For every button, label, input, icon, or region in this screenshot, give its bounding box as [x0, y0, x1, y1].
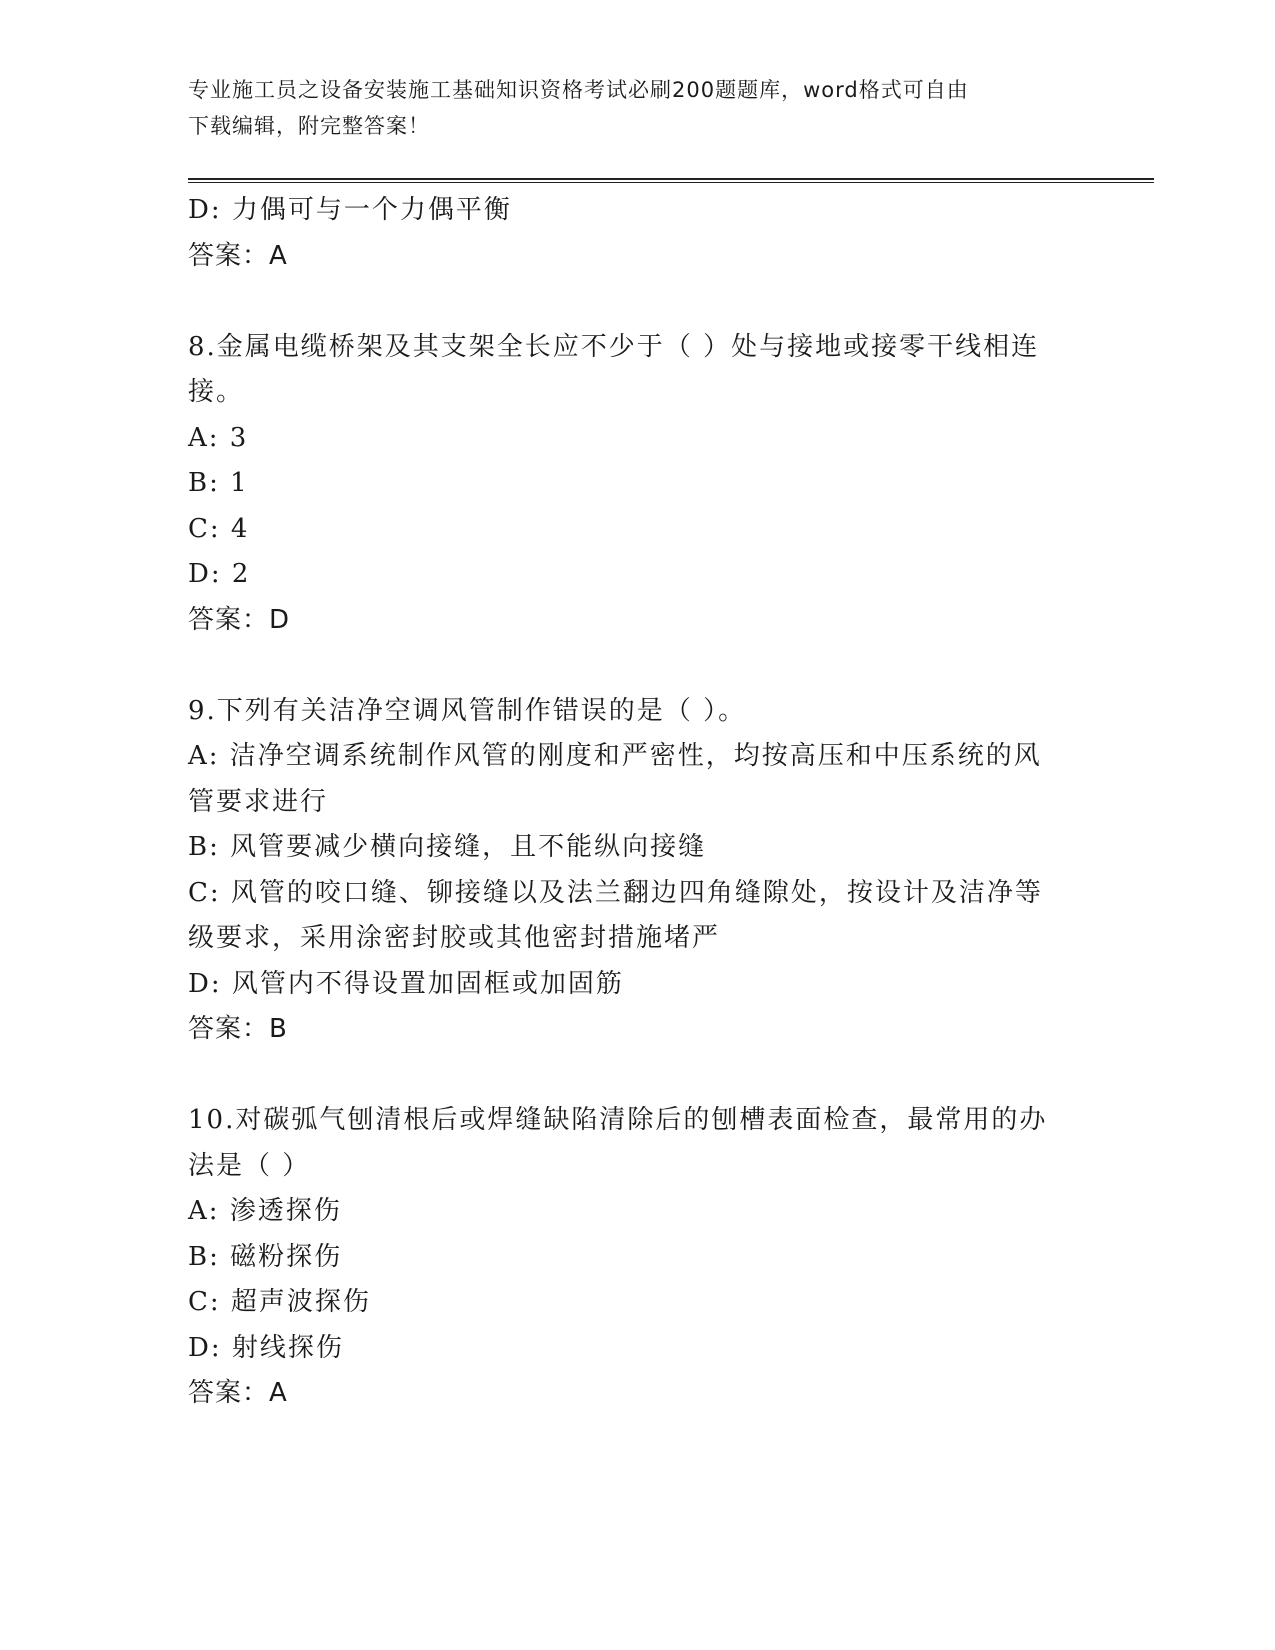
option-a: A: 3	[188, 422, 249, 453]
question-8	[188, 325, 1088, 644]
header-divider	[188, 178, 1154, 183]
option-d: D: 射线探伤	[188, 1332, 344, 1363]
option-a: A: 渗透探伤	[188, 1196, 342, 1226]
option-b: B: 1	[188, 468, 249, 498]
option-c: C: 4	[188, 513, 250, 544]
page-header	[188, 72, 1088, 144]
question-10	[188, 1098, 1088, 1417]
document-body	[188, 188, 1088, 1417]
option-c: C: 超声波探伤	[188, 1287, 371, 1317]
header-title-line-2: 下载编辑，附完整答案！	[188, 114, 430, 138]
answer: 答案：A	[188, 1378, 288, 1408]
answer: 答案：A	[188, 240, 288, 271]
question-stem-continued: 法是（ ）	[188, 1150, 311, 1181]
answer: 答案：B	[188, 1014, 288, 1044]
option-a-continued: 管要求进行	[188, 786, 329, 817]
option-d: D: 2	[188, 559, 251, 589]
spacer	[188, 279, 1088, 325]
question-stem: 9.下列有关洁净空调风管制作错误的是（ ）。	[188, 695, 747, 726]
option-d: D: 风管内不得设置加固框或加固筋	[188, 968, 624, 999]
spacer	[188, 643, 1088, 689]
option-b: B: 风管要减少横向接缝，且不能纵向接缝	[188, 832, 707, 862]
question-7-tail	[188, 188, 1088, 279]
option-d: D: 力偶可与一个力偶平衡	[188, 195, 512, 225]
question-stem: 10.对碳弧气刨清根后或焊缝缺陷清除后的刨槽表面检查，最常用的办	[188, 1105, 1048, 1135]
option-a: A: 洁净空调系统制作风管的刚度和严密性，均按高压和中压系统的风	[188, 741, 1042, 771]
question-stem: 8.金属电缆桥架及其支架全长应不少于（ ）处与接地或接零干线相连	[188, 331, 1040, 362]
option-c: C: 风管的咬口缝、铆接缝以及法兰翻边四角缝隙处，按设计及洁净等	[188, 877, 1043, 908]
question-9	[188, 689, 1088, 1053]
header-title-line-1: 专业施工员之设备安装施工基础知识资格考试必刷200题题库，word格式可自由	[188, 78, 969, 102]
question-stem-continued: 接。	[188, 377, 245, 407]
option-b: B: 磁粉探伤	[188, 1241, 343, 1272]
answer: 答案：D	[188, 604, 291, 635]
option-c-continued: 级要求，采用涂密封胶或其他密封措施堵严	[188, 923, 721, 953]
spacer	[188, 1053, 1088, 1099]
